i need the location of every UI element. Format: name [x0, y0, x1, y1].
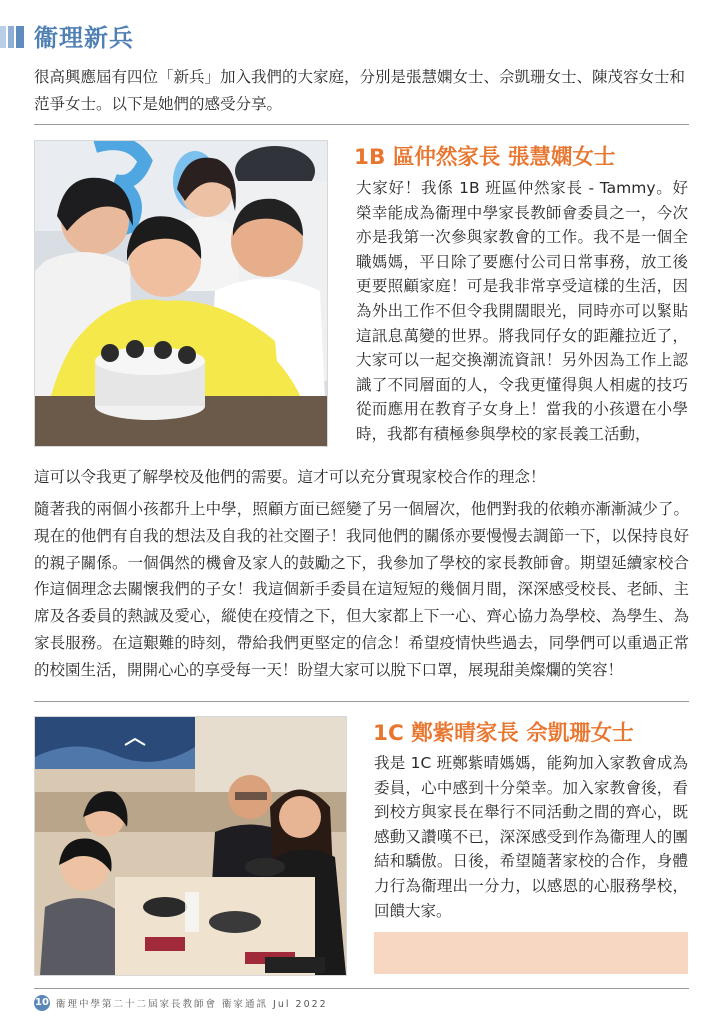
- peach-decoration-box: [374, 932, 688, 974]
- profile-1-paragraph-2: 隨著我的兩個小孩都升上中學，照顧方面已經變了另一個層次，他們對我的依賴亦漸漸減少了。現在的他們有自我的想法及自我的社交圈子！我同他們的關係亦要慢慢去調節一下，以保持良好的親子關係。一個偶然的機會及家人的鼓勵之下，我參加了學校的家長教師會。期望延續家校合作這個理念去關懷我們的子女！我這個新手委員在這短短的幾個月間，深深感受校長、老師、主席及各委員的熱誠及愛心，縱使在疫情之下，但大家都上下一心、齊心協力為學校、為學生、為家長服務。在這艱難的時刻，帶給我們更堅定的信念！希望疫情快些過去，同學們可以重過正常的校園生活，開開心心的享受每一天！盼望大家可以脫下口罩，展現甜美燦爛的笑容！: [34, 500, 689, 679]
- family-photo-1: [34, 140, 328, 447]
- footer-text: 衞理中學第二十二屆家長教師會 衞家通訊 Jul 2022: [56, 999, 328, 1010]
- header-accent-bars: [0, 26, 26, 48]
- section-title: 衞理新兵: [34, 24, 134, 52]
- profile-2-heading: 1C 鄭紫晴家長 佘凱珊女士: [373, 721, 634, 746]
- profile-1-paragraph-tail: 這可以令我更了解學校及他們的需要。這才可以充分實現家校合作的理念！: [34, 468, 546, 486]
- divider-middle: [34, 701, 689, 702]
- profile-2-paragraph: 我是 1C 班鄭紫晴媽媽，能夠加入家教會成為委員，心中感到十分榮幸。加入家教會後，看到校方與家長在舉行不同活動之間的齊心，既感動又讚嘆不已，深深感受到作為衞理人的團結和驕傲。日後，希望隨著家校的合作，身體力行為衞理出一分力，以感恩的心服務學校，回饋大家。: [374, 754, 688, 920]
- profile-1-heading: 1B 區仲然家長 張慧嫻女士: [354, 145, 616, 170]
- page-number: 10: [34, 995, 50, 1011]
- profile-1-paragraph-side: 大家好！我係 1B 班區仲然家長 - Tammy。好榮幸能成為衞理中學家長教師會委員之一，今次亦是我第一次參與家教會的工作。我不是一個全職媽媽，平日除了要應付公司日常事務，放工後更要照顧家庭！可是我非常享受這樣的生活，因為外出工作不但令我開闊眼光，同時亦可以緊貼這訊息萬變的世界。將我同仔女的距離拉近了，大家可以一起交換潮流資訊！另外因為工作上認識了不同層面的人，令我更懂得與人相處的技巧從而應用在教育子女身上！當我的小孩還在小學時，我都有積極參與學校的家長義工活動，: [356, 179, 688, 443]
- family-photo-2: [34, 716, 347, 976]
- divider-top: [34, 124, 689, 125]
- intro-text: 很高興應屆有四位「新兵」加入我們的大家庭，分別是張慧嫻女士、佘凱珊女士、陳茂容女士和范爭女士。以下是她們的感受分享。: [34, 68, 686, 113]
- divider-bottom: [34, 988, 689, 989]
